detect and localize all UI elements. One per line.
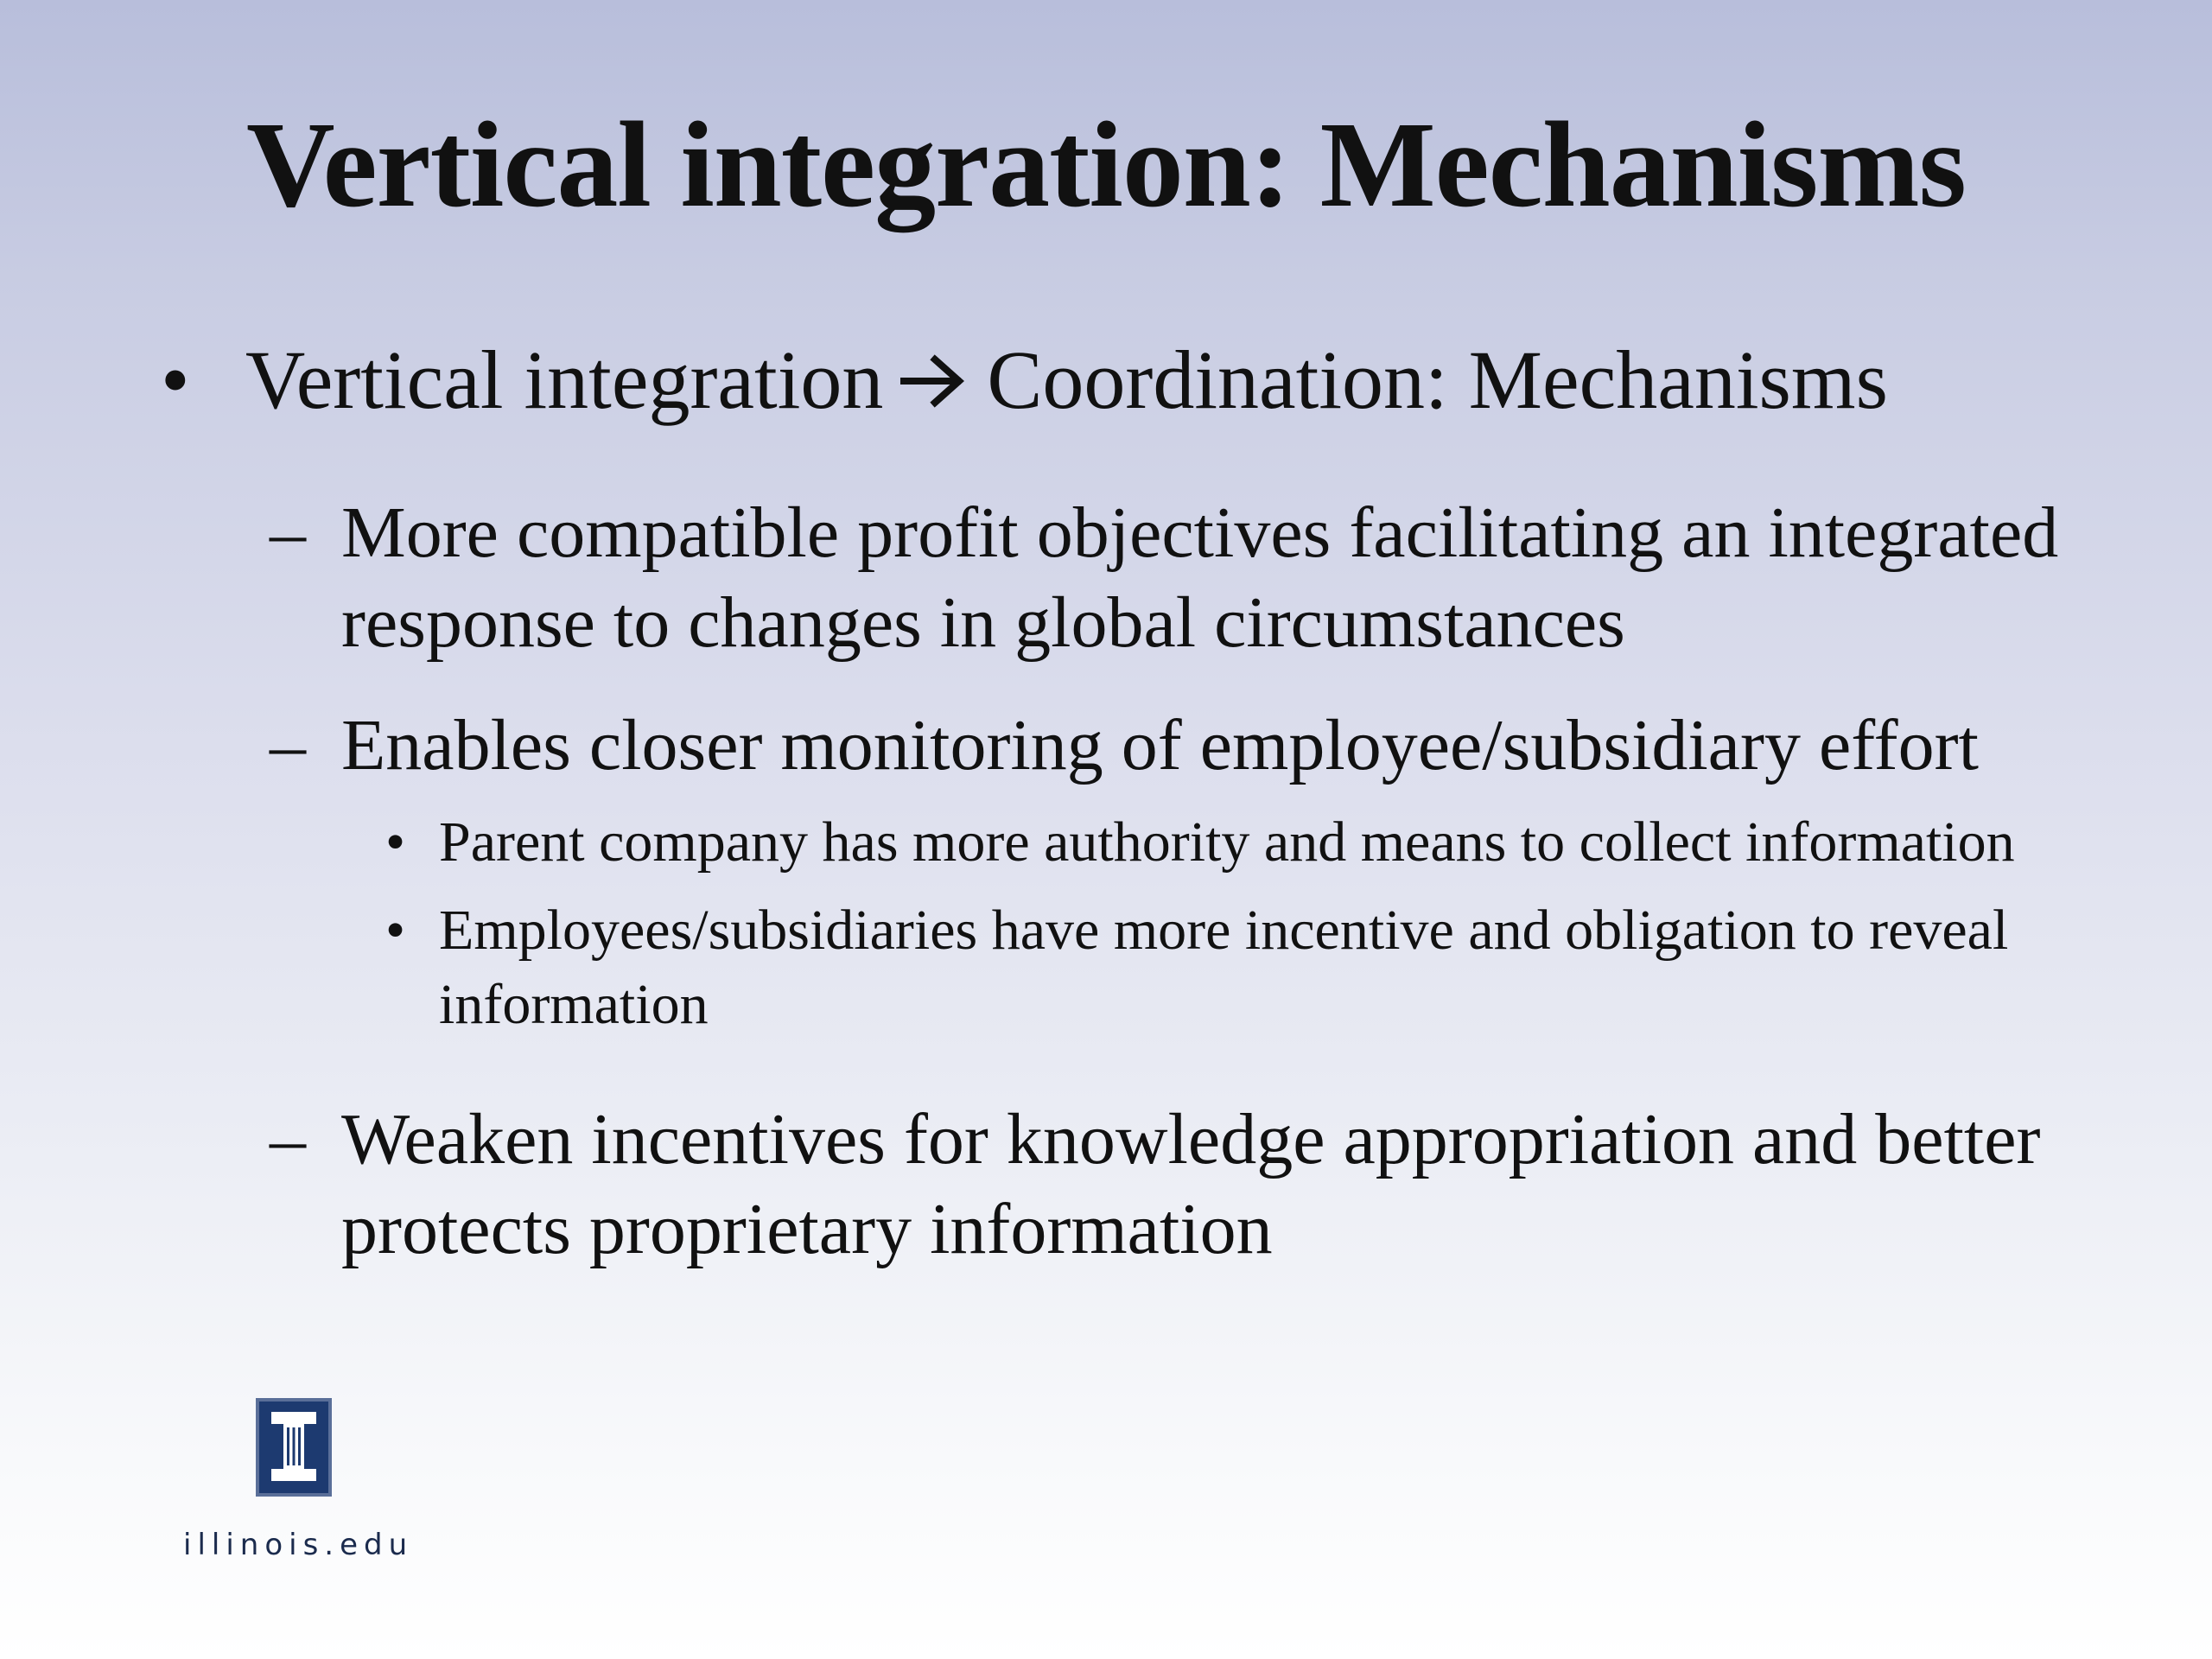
bullet-marker: • bbox=[161, 334, 190, 426]
subpoint-closer-monitoring: Enables closer monitoring of employee/subsidiary effort bbox=[341, 705, 1979, 785]
illinois-block-i-logo bbox=[256, 1398, 332, 1497]
subpoint-compatible-profit: More compatible profit objectives facilitating an integrated response to changes in global circumstances bbox=[341, 493, 2059, 663]
bullet-text-before: Vertical integration bbox=[245, 334, 884, 426]
subsubpoint-bullet: • bbox=[385, 899, 406, 962]
right-arrow-icon bbox=[899, 351, 968, 411]
subpoint-weaken-incentives: Weaken incentives for knowledge appropriation and better protects proprietary information bbox=[341, 1099, 2041, 1269]
subsubpoint-bullet: • bbox=[385, 810, 406, 874]
subpoint-dash: – bbox=[270, 1099, 306, 1179]
subsubpoint-employees-incentive: Employees/subsidiaries have more incentive and obligation to reveal information bbox=[439, 899, 2009, 1036]
bullet-text-after: Coordination: Mechanisms bbox=[987, 334, 1888, 426]
subpoint-dash: – bbox=[270, 493, 306, 573]
bullet-vertical-integration bbox=[245, 335, 1888, 425]
slide-title: Vertical integration: Mechanisms bbox=[246, 96, 1966, 232]
subsubpoint-parent-authority: Parent company has more authority and means to collect information bbox=[439, 810, 2015, 874]
subpoint-dash: – bbox=[270, 705, 306, 785]
footer-url: illinois.edu bbox=[183, 1528, 414, 1562]
